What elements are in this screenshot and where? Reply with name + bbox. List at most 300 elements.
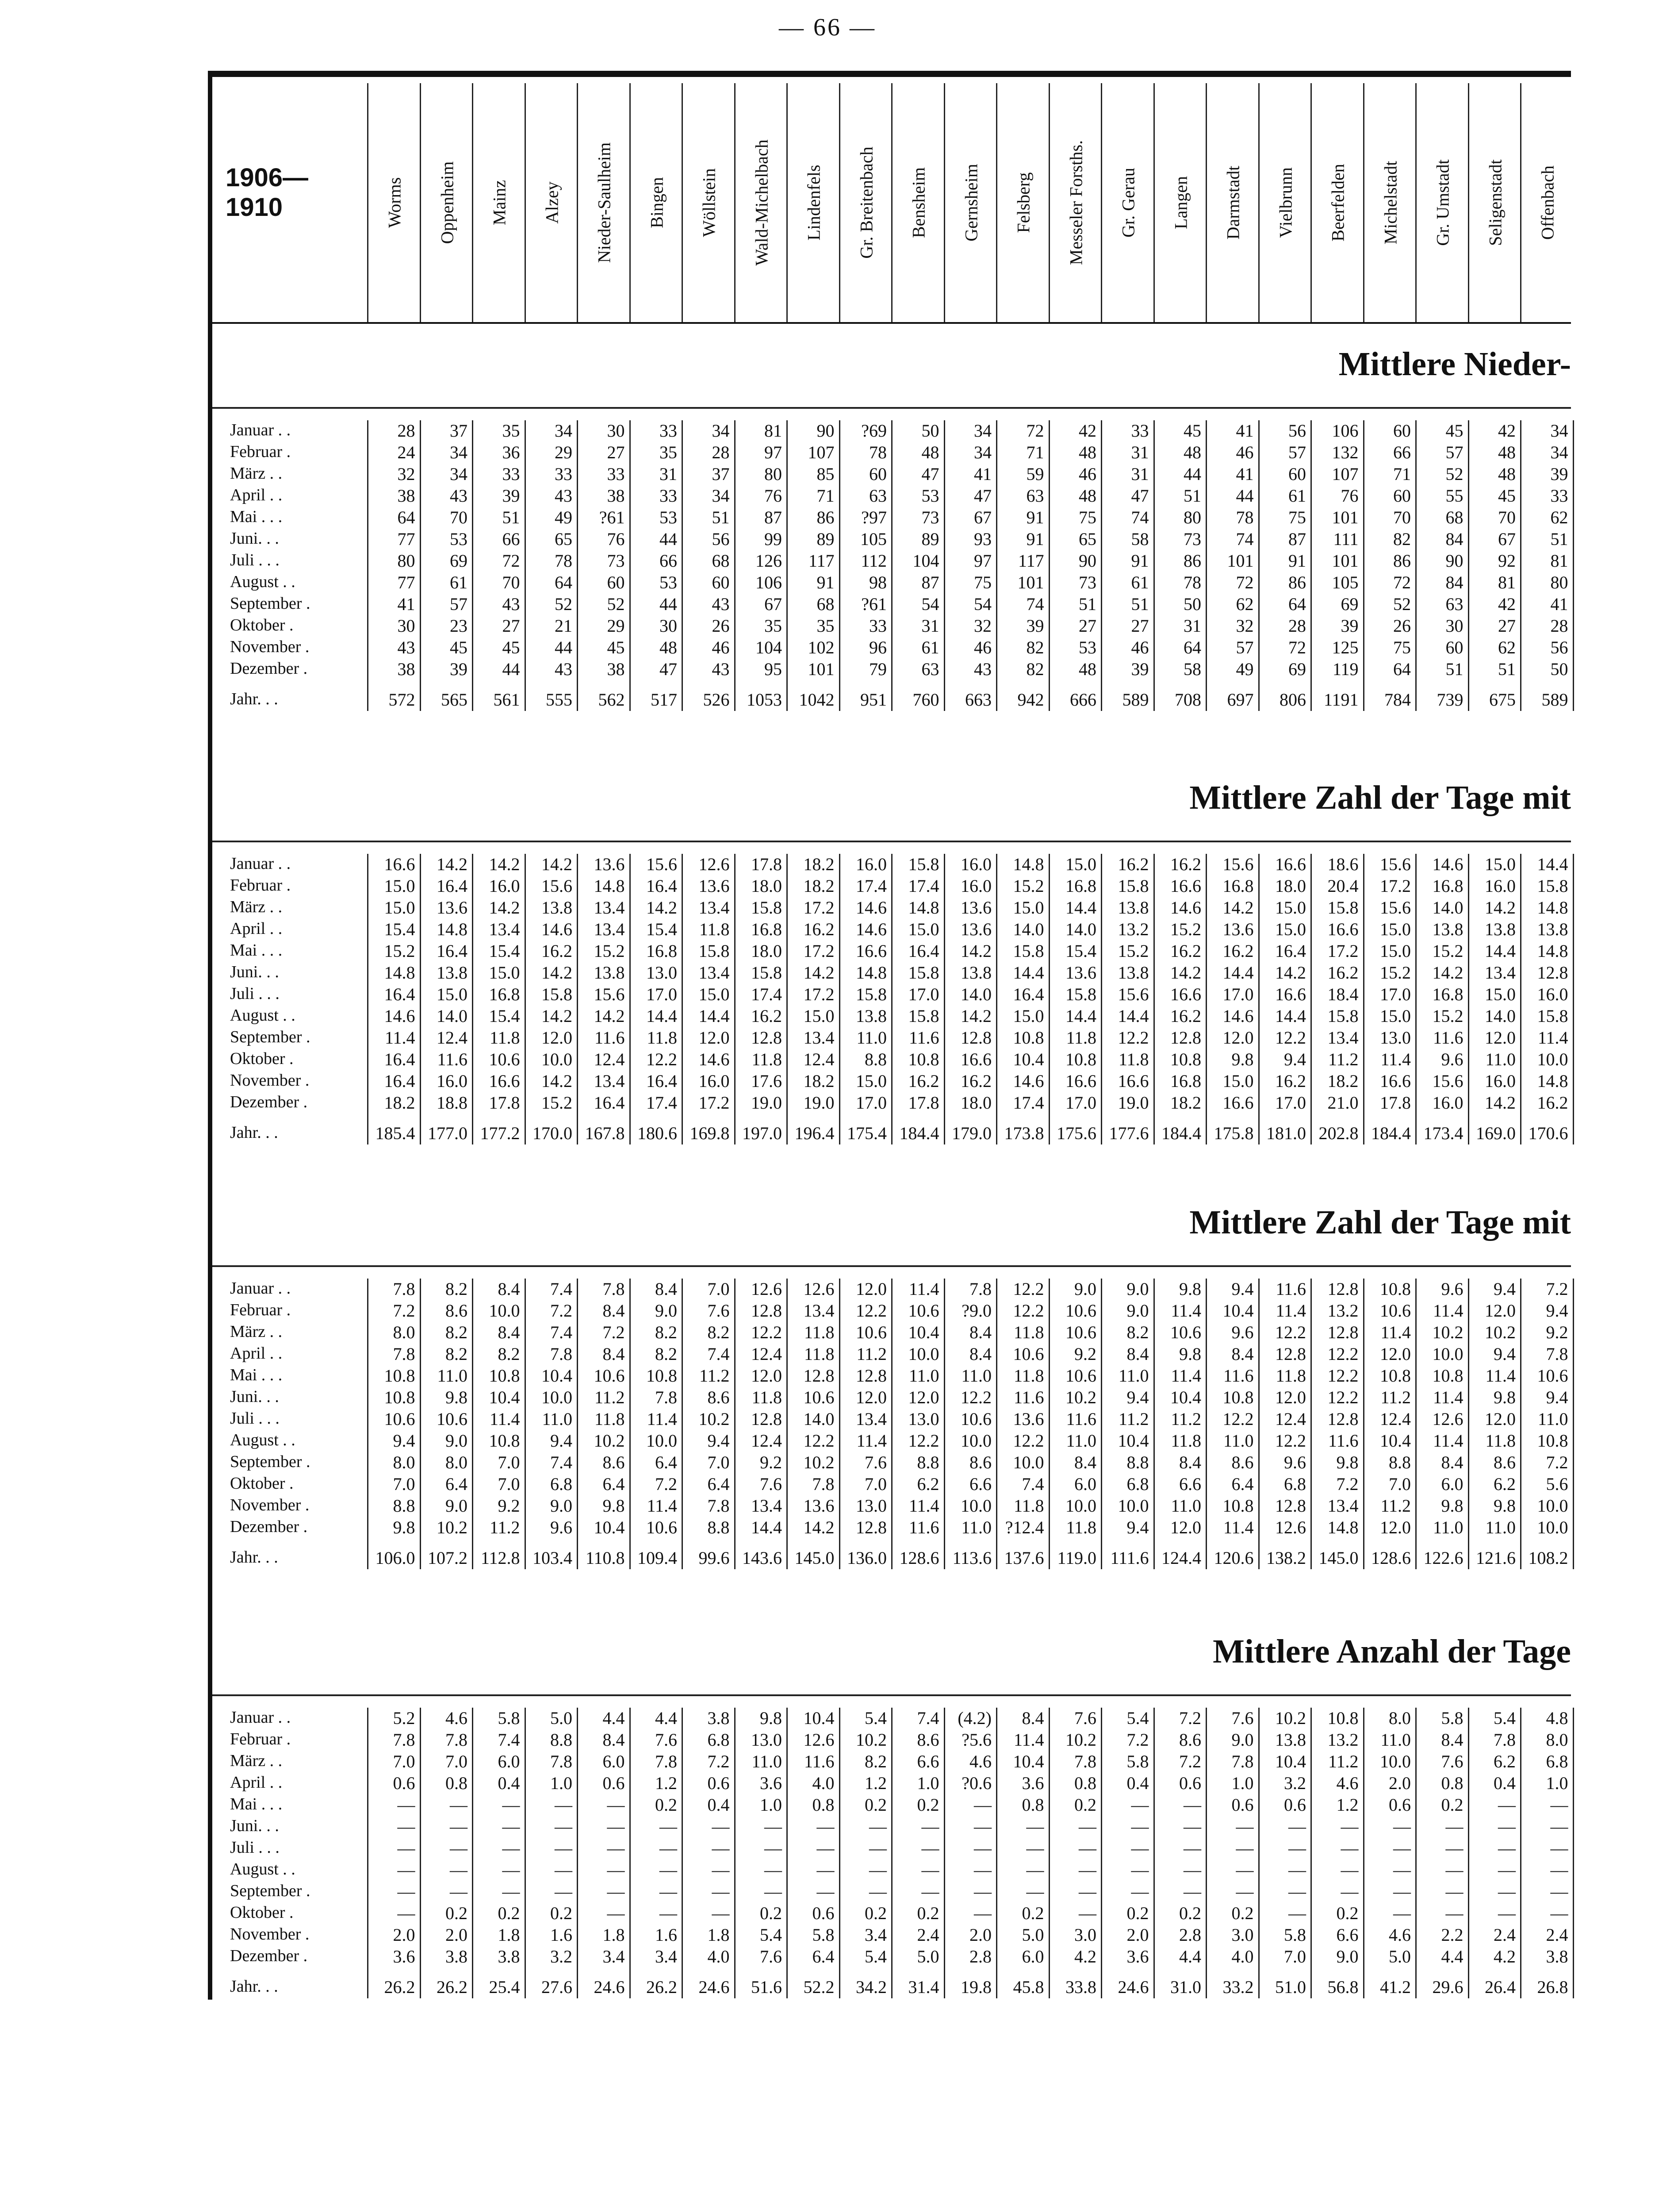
table-cell: 71	[1393, 464, 1411, 484]
table-cell: 8.4	[969, 1322, 992, 1342]
column-rule	[1573, 1279, 1574, 1569]
table-cell: —	[1341, 1860, 1359, 1880]
table-cell: —	[764, 1816, 782, 1836]
table-cell: 2.2	[1441, 1925, 1463, 1945]
section-title: Mittlere Zahl der Tage mit	[1189, 779, 1571, 816]
table-cell: 3.6	[1126, 1947, 1149, 1966]
table-cell: 16.2	[1170, 854, 1201, 874]
table-cell: 555	[546, 690, 572, 710]
table-cell: 3.8	[1546, 1947, 1568, 1966]
table-cell: —	[974, 1860, 992, 1880]
table-row	[212, 615, 1571, 637]
table-cell: 14.2	[489, 854, 520, 874]
table-cell: 50	[1550, 659, 1568, 679]
table-cell: 12.0	[1485, 1409, 1516, 1429]
table-cell: 5.4	[1126, 1708, 1149, 1728]
table-cell: 30	[659, 616, 677, 636]
table-cell: 76	[1341, 486, 1359, 506]
table-cell: 8.4	[1126, 1344, 1149, 1364]
row-label: Jahr. . .	[230, 1123, 278, 1142]
table-cell: 0.6	[1389, 1795, 1411, 1815]
row-label: Januar . .	[230, 854, 291, 873]
table-cell: 12.4	[803, 1049, 835, 1069]
table-row	[212, 1344, 1571, 1365]
table-cell: 70	[1498, 507, 1516, 527]
table-cell: 517	[651, 690, 677, 710]
table-cell: 8.2	[865, 1751, 887, 1771]
table-cell: —	[659, 1860, 677, 1880]
table-cell: 1.6	[655, 1925, 677, 1945]
table-cell: 31	[659, 464, 677, 484]
table-cell: 93	[974, 529, 992, 549]
table-cell: 111.6	[1110, 1548, 1149, 1568]
table-cell: 15.0	[384, 898, 415, 918]
table-cell: 56	[712, 529, 730, 549]
table-cell: 98	[869, 572, 887, 592]
table-cell: 47	[659, 659, 677, 679]
table-row	[212, 1006, 1571, 1027]
table-cell: 7.4	[498, 1730, 520, 1750]
table-cell: 14.2	[541, 1006, 572, 1026]
table-cell: 10.0	[541, 1387, 572, 1407]
table-cell: 5.0	[1389, 1947, 1411, 1966]
table-cell: 15.0	[1013, 1006, 1044, 1026]
table-cell: 16.6	[1065, 1071, 1096, 1091]
station-name: Darmstadt	[1223, 165, 1243, 240]
table-cell: 90	[816, 421, 835, 441]
table-cell: 112	[861, 551, 887, 571]
table-cell: 173.4	[1423, 1123, 1463, 1143]
table-cell: 7.8	[1546, 1344, 1568, 1364]
table-cell: 109.4	[637, 1548, 677, 1568]
table-cell: 16.4	[646, 876, 677, 896]
table-cell: 3.8	[498, 1947, 520, 1966]
table-cell: 11.2	[1171, 1409, 1201, 1429]
table-cell: 104	[755, 637, 782, 657]
table-cell: 7.0	[498, 1474, 520, 1494]
table-cell: 16.4	[384, 1071, 415, 1091]
table-row	[212, 1517, 1571, 1538]
table-cell: 5.8	[1441, 1708, 1463, 1728]
table-cell: 3.4	[602, 1947, 625, 1966]
table-cell: —	[764, 1860, 782, 1880]
table-cell: 5.8	[812, 1925, 835, 1945]
table-cell: 52	[555, 594, 572, 614]
table-cell: 58	[1131, 529, 1149, 549]
table-row	[212, 962, 1571, 983]
table-cell: 7.8	[812, 1474, 835, 1494]
table-cell: 0.8	[1074, 1773, 1096, 1793]
table-cell: 16.4	[437, 941, 467, 961]
table-cell: 8.6	[602, 1452, 625, 1472]
table-cell: 12.0	[1485, 1301, 1516, 1321]
table-row	[212, 1751, 1571, 1772]
row-label: Jahr. . .	[230, 1977, 278, 1996]
table-cell: 42	[1498, 421, 1516, 441]
table-cell: 7.6	[760, 1947, 782, 1966]
table-cell: 7.2	[1179, 1751, 1201, 1771]
table-cell: 4.4	[655, 1708, 677, 1728]
table-cell: —	[502, 1838, 520, 1858]
table-cell: 27	[1079, 616, 1096, 636]
table-cell: ?0.6	[962, 1773, 992, 1793]
section-title: Mittlere Nieder-	[1338, 346, 1571, 383]
table-cell: 196.4	[794, 1123, 835, 1143]
table-cell: 7.0	[707, 1452, 730, 1472]
table-cell: 12.8	[751, 1409, 782, 1429]
table-cell: 9.2	[498, 1496, 520, 1516]
station-name: Beerfelden	[1328, 164, 1348, 242]
table-cell: 14.4	[1222, 963, 1254, 983]
table-cell: 34	[974, 442, 992, 462]
table-cell: —	[1184, 1860, 1201, 1880]
table-cell: 26	[712, 616, 730, 636]
table-cell: 7.8	[393, 1344, 415, 1364]
table-cell: 38	[607, 659, 625, 679]
table-cell: 8.8	[1126, 1452, 1149, 1472]
table-cell: 10.6	[1065, 1301, 1096, 1321]
table-cell: 46	[1236, 442, 1254, 462]
table-cell: 11.0	[1485, 1049, 1516, 1069]
table-cell: 7.8	[1231, 1751, 1254, 1771]
table-cell: 58	[1184, 659, 1201, 679]
table-cell: 12.2	[1275, 1322, 1306, 1342]
table-cell: 16.8	[489, 984, 520, 1004]
table-cell: 86	[1288, 572, 1306, 592]
table-cell: 68	[816, 594, 835, 614]
table-cell: 107	[1332, 464, 1359, 484]
row-label: Jahr. . .	[230, 690, 278, 708]
table-cell: 8.8	[707, 1517, 730, 1537]
table-cell: 10.6	[856, 1322, 887, 1342]
row-label: Juli . . .	[230, 551, 280, 569]
table-cell: 16.8	[646, 941, 677, 961]
table-row	[212, 1859, 1571, 1881]
table-cell: 4.6	[1389, 1925, 1411, 1945]
table-cell: 589	[1541, 690, 1568, 710]
table-cell: 17.4	[856, 876, 887, 896]
table-cell: 11.6	[804, 1751, 835, 1771]
table-cell: 10.4	[1222, 1301, 1254, 1321]
table-cell: 16.0	[1485, 1071, 1516, 1091]
table-cell: 48	[921, 442, 939, 462]
table-row	[212, 1881, 1571, 1902]
table-cell: 8.0	[1546, 1730, 1568, 1750]
table-cell: 75	[1393, 637, 1411, 657]
table-cell: 35	[764, 616, 782, 636]
table-cell: 1.0	[917, 1773, 939, 1793]
row-label: Juni. . .	[230, 529, 279, 548]
table-cell: 56	[1550, 637, 1568, 657]
table-cell: 11.4	[1013, 1730, 1044, 1750]
table-cell: 68	[1445, 507, 1463, 527]
table-cell: 7.2	[393, 1301, 415, 1321]
table-cell: 11.0	[1380, 1730, 1411, 1750]
table-cell: 66	[659, 551, 677, 571]
table-cell: 180.6	[637, 1123, 677, 1143]
table-cell: 15.6	[1222, 854, 1254, 874]
table-cell: —	[869, 1860, 887, 1880]
table-cell: 8.6	[1179, 1730, 1201, 1750]
table-cell: —	[712, 1860, 730, 1880]
table-cell: 13.6	[437, 898, 467, 918]
table-cell: 61	[1288, 486, 1306, 506]
table-cell: 16.6	[1118, 1071, 1149, 1091]
table-cell: 1.0	[760, 1795, 782, 1815]
table-cell: 9.8	[1179, 1344, 1201, 1364]
table-cell: 9.0	[655, 1301, 677, 1321]
table-cell: 8.0	[1389, 1708, 1411, 1728]
table-cell: 169.0	[1476, 1123, 1516, 1143]
station-name: Langen	[1171, 176, 1191, 229]
table-cell: 8.8	[917, 1452, 939, 1472]
table-cell: 15.2	[1432, 1006, 1463, 1026]
table-cell: 44	[1184, 464, 1201, 484]
table-cell: 12.8	[1327, 1409, 1359, 1429]
table-cell: 663	[965, 690, 992, 710]
table-cell: 14.6	[1222, 1006, 1254, 1026]
table-cell: 52	[607, 594, 625, 614]
table-cell: 7.6	[707, 1301, 730, 1321]
table-cell: 49	[555, 507, 572, 527]
table-cell: 16.6	[1380, 1071, 1411, 1091]
table-cell: 31	[1131, 442, 1149, 462]
table-cell: 51	[1131, 594, 1149, 614]
row-label: Juli . . .	[230, 1409, 280, 1428]
table-cell: 13.8	[1432, 919, 1463, 939]
table-cell: 951	[860, 690, 887, 710]
table-cell: 99	[764, 529, 782, 549]
table-cell: 7.2	[1546, 1452, 1568, 1472]
table-cell: 13.4	[594, 898, 625, 918]
table-cell: 52	[1445, 464, 1463, 484]
table-cell: 7.6	[1074, 1708, 1096, 1728]
table-cell: 32	[397, 464, 415, 484]
table-cell: 3.0	[1074, 1925, 1096, 1945]
table-cell: 10.4	[1275, 1751, 1306, 1771]
table-cell: 16.2	[1275, 1071, 1306, 1091]
station-header	[577, 83, 631, 322]
table-cell: 6.0	[498, 1751, 520, 1771]
table-cell: 15.8	[908, 1006, 939, 1026]
table-cell: 15.0	[489, 963, 520, 983]
table-cell: 13.4	[1327, 1028, 1359, 1048]
table-row	[212, 1816, 1571, 1837]
table-cell: —	[1131, 1795, 1149, 1815]
table-cell: 9.4	[550, 1431, 572, 1451]
table-cell: 76	[607, 529, 625, 549]
table-cell: 760	[912, 690, 939, 710]
table-cell: 10.0	[961, 1496, 992, 1516]
table-cell: —	[397, 1903, 415, 1923]
table-cell: 8.2	[445, 1279, 467, 1299]
station-name: Bingen	[647, 177, 667, 228]
table-cell: 16.8	[1170, 1071, 1201, 1091]
table-cell: 9.6	[550, 1517, 572, 1537]
table-cell: 10.8	[1222, 1387, 1254, 1407]
table-cell: 9.0	[1074, 1279, 1096, 1299]
table-cell: 138.2	[1266, 1548, 1306, 1568]
row-label: Oktober .	[230, 1049, 294, 1068]
table-cell: 2.8	[969, 1947, 992, 1966]
table-cell: 42	[1079, 421, 1096, 441]
table-cell: 16.2	[1170, 1006, 1201, 1026]
table-cell: 6.4	[707, 1474, 730, 1494]
table-cell: 8.6	[1494, 1452, 1516, 1472]
table-cell: 16.8	[1222, 876, 1254, 896]
table-cell: 14.0	[961, 984, 992, 1004]
table-cell: 13.4	[698, 898, 730, 918]
table-cell: 21.0	[1327, 1093, 1359, 1113]
table-cell: 33	[1131, 421, 1149, 441]
table-cell: 17.0	[856, 1093, 887, 1113]
table-cell: —	[974, 1903, 992, 1923]
table-cell: 82	[1393, 529, 1411, 549]
table-cell: 9.8	[1494, 1387, 1516, 1407]
table-cell: 7.0	[445, 1751, 467, 1771]
table-cell: 0.8	[445, 1773, 467, 1793]
table-cell: 4.2	[1074, 1947, 1096, 1966]
table-cell: 15.2	[1013, 876, 1044, 896]
table-cell: 184.4	[899, 1123, 939, 1143]
table-cell: 15.6	[541, 876, 572, 896]
table-cell: 1053	[747, 690, 782, 710]
table-cell: 8.4	[1074, 1452, 1096, 1472]
table-cell: 11.4	[1433, 1301, 1463, 1321]
table-cell: 177.2	[480, 1123, 520, 1143]
table-cell: 11.4	[1433, 1431, 1463, 1451]
table-cell: 7.8	[602, 1279, 625, 1299]
table-cell: —	[1393, 1903, 1411, 1923]
table-cell: 13.2	[1118, 919, 1149, 939]
table-cell: 15.8	[1065, 984, 1096, 1004]
table-cell: 8.4	[655, 1279, 677, 1299]
row-label: August . .	[230, 572, 295, 591]
table-cell: 8.4	[498, 1279, 520, 1299]
table-cell: 11.8	[1066, 1517, 1096, 1537]
table-cell: 73	[607, 551, 625, 571]
table-cell: 41.2	[1380, 1977, 1411, 1997]
table-cell: 16.6	[1170, 876, 1201, 896]
table-cell: 7.0	[498, 1452, 520, 1472]
table-row	[212, 919, 1571, 940]
station-name: Wald-Michelbach	[751, 139, 772, 266]
station-header	[996, 83, 1050, 322]
table-cell: 56	[1288, 421, 1306, 441]
table-cell: 39	[1026, 616, 1044, 636]
table-cell: 5.8	[498, 1708, 520, 1728]
table-cell: 9.4	[1284, 1049, 1306, 1069]
table-cell: 11.2	[1118, 1409, 1149, 1429]
table-cell: 7.8	[393, 1730, 415, 1750]
table-cell: 15.0	[1275, 898, 1306, 918]
table-cell: —	[1550, 1903, 1568, 1923]
table-cell: 9.0	[1126, 1279, 1149, 1299]
table-cell: 120.6	[1214, 1548, 1254, 1568]
row-label: Juni. . .	[230, 1816, 279, 1835]
table-cell: 11.2	[1380, 1387, 1411, 1407]
table-cell: 9.0	[550, 1496, 572, 1516]
table-cell: 53	[450, 529, 467, 549]
table-cell: 9.4	[1231, 1279, 1254, 1299]
table-cell: —	[1445, 1903, 1463, 1923]
table-cell: 31	[1131, 464, 1149, 484]
table-cell: 15.2	[1432, 941, 1463, 961]
table-cell: 10.4	[1170, 1387, 1201, 1407]
table-cell: 14.4	[646, 1006, 677, 1026]
table-cell: 16.0	[961, 854, 992, 874]
table-cell: 62	[1236, 594, 1254, 614]
table-cell: 2.0	[1389, 1773, 1411, 1793]
table-cell: 30	[397, 616, 415, 636]
table-cell: 41	[1236, 421, 1254, 441]
table-cell: 106	[755, 572, 782, 592]
table-cell: 16.2	[1222, 941, 1254, 961]
table-cell: —	[1079, 1860, 1096, 1880]
table-cell: 69	[1288, 659, 1306, 679]
table-cell: 11.0	[961, 1517, 992, 1537]
table-cell: 17.0	[1380, 984, 1411, 1004]
table-row	[212, 1322, 1571, 1343]
table-cell: 16.4	[437, 876, 467, 896]
table-cell: 85	[816, 464, 835, 484]
table-cell: —	[1393, 1838, 1411, 1858]
table-cell: 19.0	[803, 1093, 835, 1113]
table-cell: 64	[397, 507, 415, 527]
table-cell: 9.2	[1074, 1344, 1096, 1364]
table-cell: 51	[502, 507, 520, 527]
table-cell: 91	[1026, 529, 1044, 549]
table-cell: 26	[1393, 616, 1411, 636]
table-cell: 41	[1550, 594, 1568, 614]
table-cell: 10.0	[541, 1049, 572, 1069]
table-cell: 119.0	[1057, 1548, 1096, 1568]
table-cell: 143.6	[742, 1548, 782, 1568]
table-cell: 45	[1445, 421, 1463, 441]
table-cell: 0.6	[393, 1773, 415, 1793]
table-cell: 6.4	[812, 1947, 835, 1966]
table-cell: 35	[659, 442, 677, 462]
table-cell: 55	[1445, 486, 1463, 506]
table-cell: 63	[1026, 486, 1044, 506]
table-cell: 13.6	[961, 919, 992, 939]
table-cell: 16.0	[698, 1071, 730, 1091]
table-cell: 34	[1550, 442, 1568, 462]
table-cell: 136.0	[847, 1548, 887, 1568]
table-cell: 69	[450, 551, 467, 571]
station-name: Gernsheim	[961, 164, 981, 242]
table-cell: 169.8	[690, 1123, 730, 1143]
table-cell: 942	[1017, 690, 1044, 710]
table-cell: 28	[1288, 616, 1306, 636]
table-cell: 78	[1184, 572, 1201, 592]
table-cell: 11.4	[856, 1431, 887, 1451]
table-cell: 24.6	[1118, 1977, 1149, 1997]
table-cell: 12.2	[1327, 1387, 1359, 1407]
table-cell: 14.2	[541, 1071, 572, 1091]
table-cell: 16.8	[1432, 876, 1463, 896]
table-cell: 14.2	[489, 898, 520, 918]
table-cell: —	[607, 1882, 625, 1901]
table-cell: 7.0	[1284, 1947, 1306, 1966]
table-cell: 81	[764, 421, 782, 441]
table-cell: 44	[659, 529, 677, 549]
table-cell: 17.2	[1327, 941, 1359, 961]
table-cell: 14.0	[1065, 919, 1096, 939]
table-cell: 53	[659, 572, 677, 592]
table-cell: 8.0	[445, 1452, 467, 1472]
table-cell: 81	[1550, 551, 1568, 571]
